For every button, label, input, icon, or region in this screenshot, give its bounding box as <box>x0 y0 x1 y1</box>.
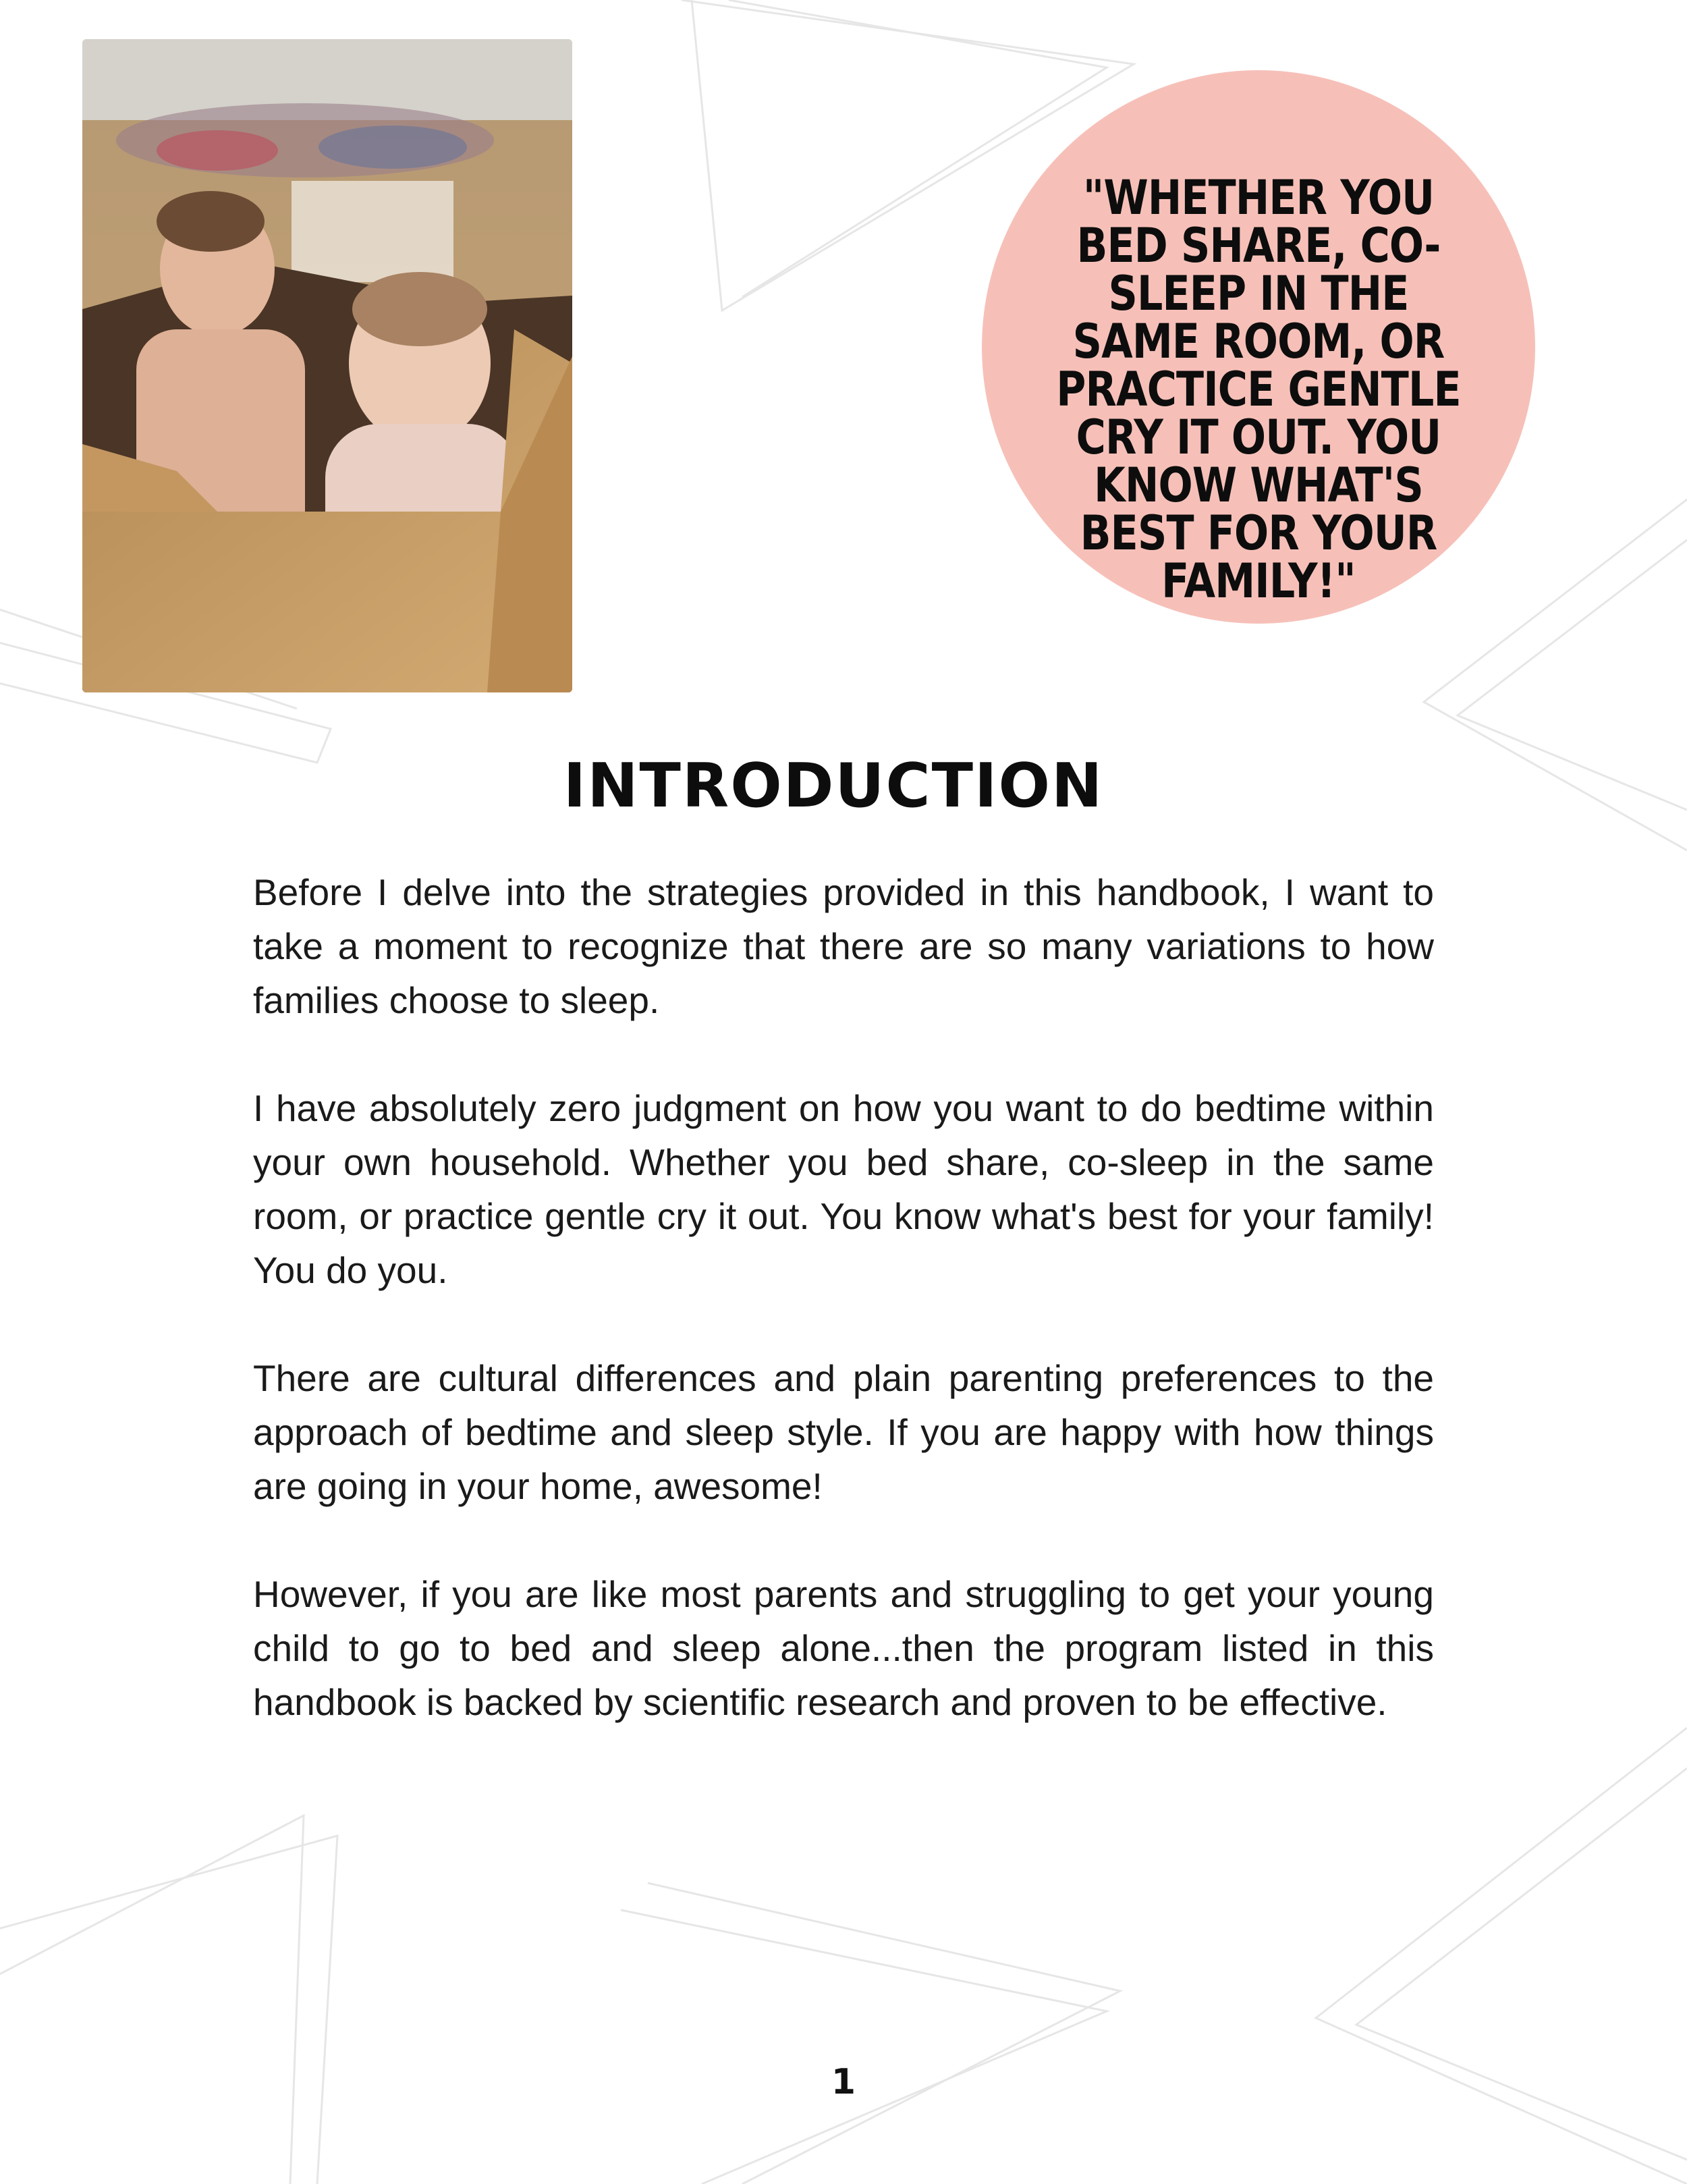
children-in-box-photo <box>82 39 572 692</box>
paragraph: There are cultural differences and plain parenting preferences to the approach of bedtime and sleep style. If you are happy with how things are going in your home, awesome! <box>253 1357 1434 1507</box>
body-text <box>253 865 1434 1783</box>
page-number: 1 <box>831 2062 856 2102</box>
paragraph: I have absolutely zero judgment on how you want to do bedtime within your own household. Whether you bed share, co-sleep in the same room, or practice gentle cry it out. You know what's best for your family! You do you. <box>253 1087 1434 1291</box>
pull-quote: "WHETHER YOU BED SHARE, CO-SLEEP IN THE SAME ROOM, OR PRACTICE GENTLE CRY IT OUT. YOU KNOW WHAT'S BEST FOR YOUR FAMILY!" <box>1056 170 1461 609</box>
paragraph: However, if you are like most parents and struggling to get your young child to go to bed and sleep alone...then the program listed in this handbook is backed by scientific research and proven to be effective. <box>253 1573 1434 1723</box>
paragraph: Before I delve into the strategies provided in this handbook, I want to take a moment to recognize that there are so many variations to how families choose to sleep. <box>253 871 1434 1021</box>
page-title: INTRODUCTION <box>563 750 1104 821</box>
